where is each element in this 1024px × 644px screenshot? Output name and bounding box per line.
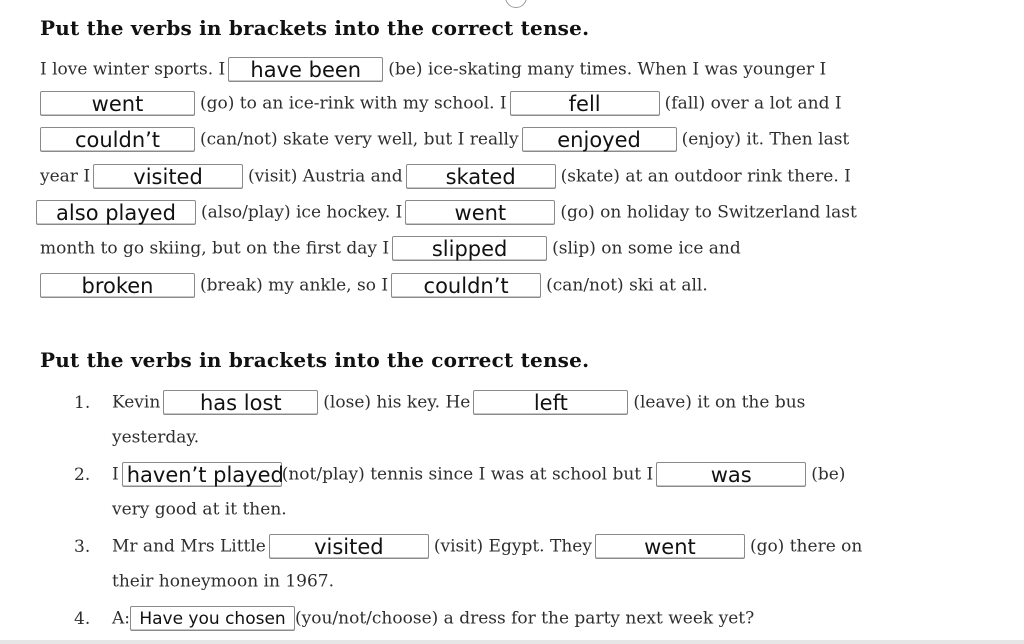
text: (visit) Egypt. They [433,536,592,557]
answer-box[interactable]: Have you chosen [130,606,295,631]
answer-box[interactable]: couldn’t [40,127,195,152]
item-number: 4. [74,608,91,629]
paragraph-line-4 [40,164,851,189]
exercise-item-3 [74,534,862,559]
answer-box[interactable]: broken [40,273,195,298]
section1-title: Put the verbs in brackets into the correct tense. [40,16,590,40]
answer-box[interactable]: has lost [163,390,318,415]
text: (you/not/choose) a dress for the party next week yet? [295,608,755,629]
answer-box[interactable]: skated [406,164,556,189]
text: (enjoy) it. Then last [681,129,850,150]
answer-box[interactable]: left [473,390,628,415]
text: (also/play) ice hockey. I [201,202,403,223]
text: month to go skiing, but on the first day I [40,238,390,259]
answer-box[interactable]: visited [269,534,429,559]
exercise-item-2 [74,462,845,487]
answer-box[interactable]: visited [93,164,243,189]
text: A: [112,608,131,629]
paragraph-line-2 [40,91,842,116]
text: I love winter sports. I [40,59,226,80]
text: (can/not) ski at all. [546,275,708,296]
text: (visit) Austria and [248,166,403,187]
answer-box[interactable]: went [595,534,745,559]
exercise-item-3-cont [74,571,334,592]
paragraph-line-5 [36,200,857,225]
answer-box[interactable]: was [656,462,806,487]
answer-box[interactable]: haven’t played [122,462,282,487]
exercise-item-2-cont [74,499,287,520]
answer-box[interactable]: couldn’t [391,273,541,298]
text: (slip) on some ice and [552,238,741,259]
paragraph-line-3 [40,127,849,152]
text: yesterday. [112,427,200,448]
text: (be) [811,464,846,485]
section2-title: Put the verbs in brackets into the correct tense. [40,348,590,372]
text: (be) ice-skating many times. When I was younger I [388,59,827,80]
exercise-item-1-cont [74,427,199,448]
paragraph-line-7 [40,273,708,298]
binder-ring-mark [505,0,527,8]
text: Kevin [112,392,161,413]
paragraph-line-6 [40,236,741,261]
answer-box[interactable]: also played [36,200,196,225]
text: (go) on holiday to Switzerland last [560,202,857,223]
answer-box[interactable]: enjoyed [522,127,677,152]
text: (break) my ankle, so I [200,275,389,296]
text: year I [40,166,91,187]
text: (leave) it on the bus [633,392,806,413]
answer-box[interactable]: went [40,91,195,116]
text: (lose) his key. He [323,392,471,413]
answer-box[interactable]: went [405,200,555,225]
paragraph-line-1 [40,57,826,82]
answer-box[interactable]: have been [228,57,383,82]
text: (fall) over a lot and I [664,93,842,114]
page-edge [0,640,1024,644]
text: (go) to an ice-rink with my school. I [200,93,507,114]
text: their honeymoon in 1967. [112,571,335,592]
text: (go) there on [749,536,863,557]
answer-box[interactable]: slipped [392,236,547,261]
exercise-item-4 [74,606,754,631]
text: (not/play) tennis since I was at school but I [281,464,654,485]
text: (skate) at an outdoor rink there. I [560,166,851,187]
text: very good at it then. [112,499,287,520]
item-number: 2. [74,464,91,485]
item-number: 1. [74,392,91,413]
exercise-item-1 [74,390,805,415]
answer-box[interactable]: fell [510,91,660,116]
text: (can/not) skate very well, but I really [200,129,519,150]
text: I [112,464,119,485]
text: Mr and Mrs Little [112,536,266,557]
item-number: 3. [74,536,91,557]
